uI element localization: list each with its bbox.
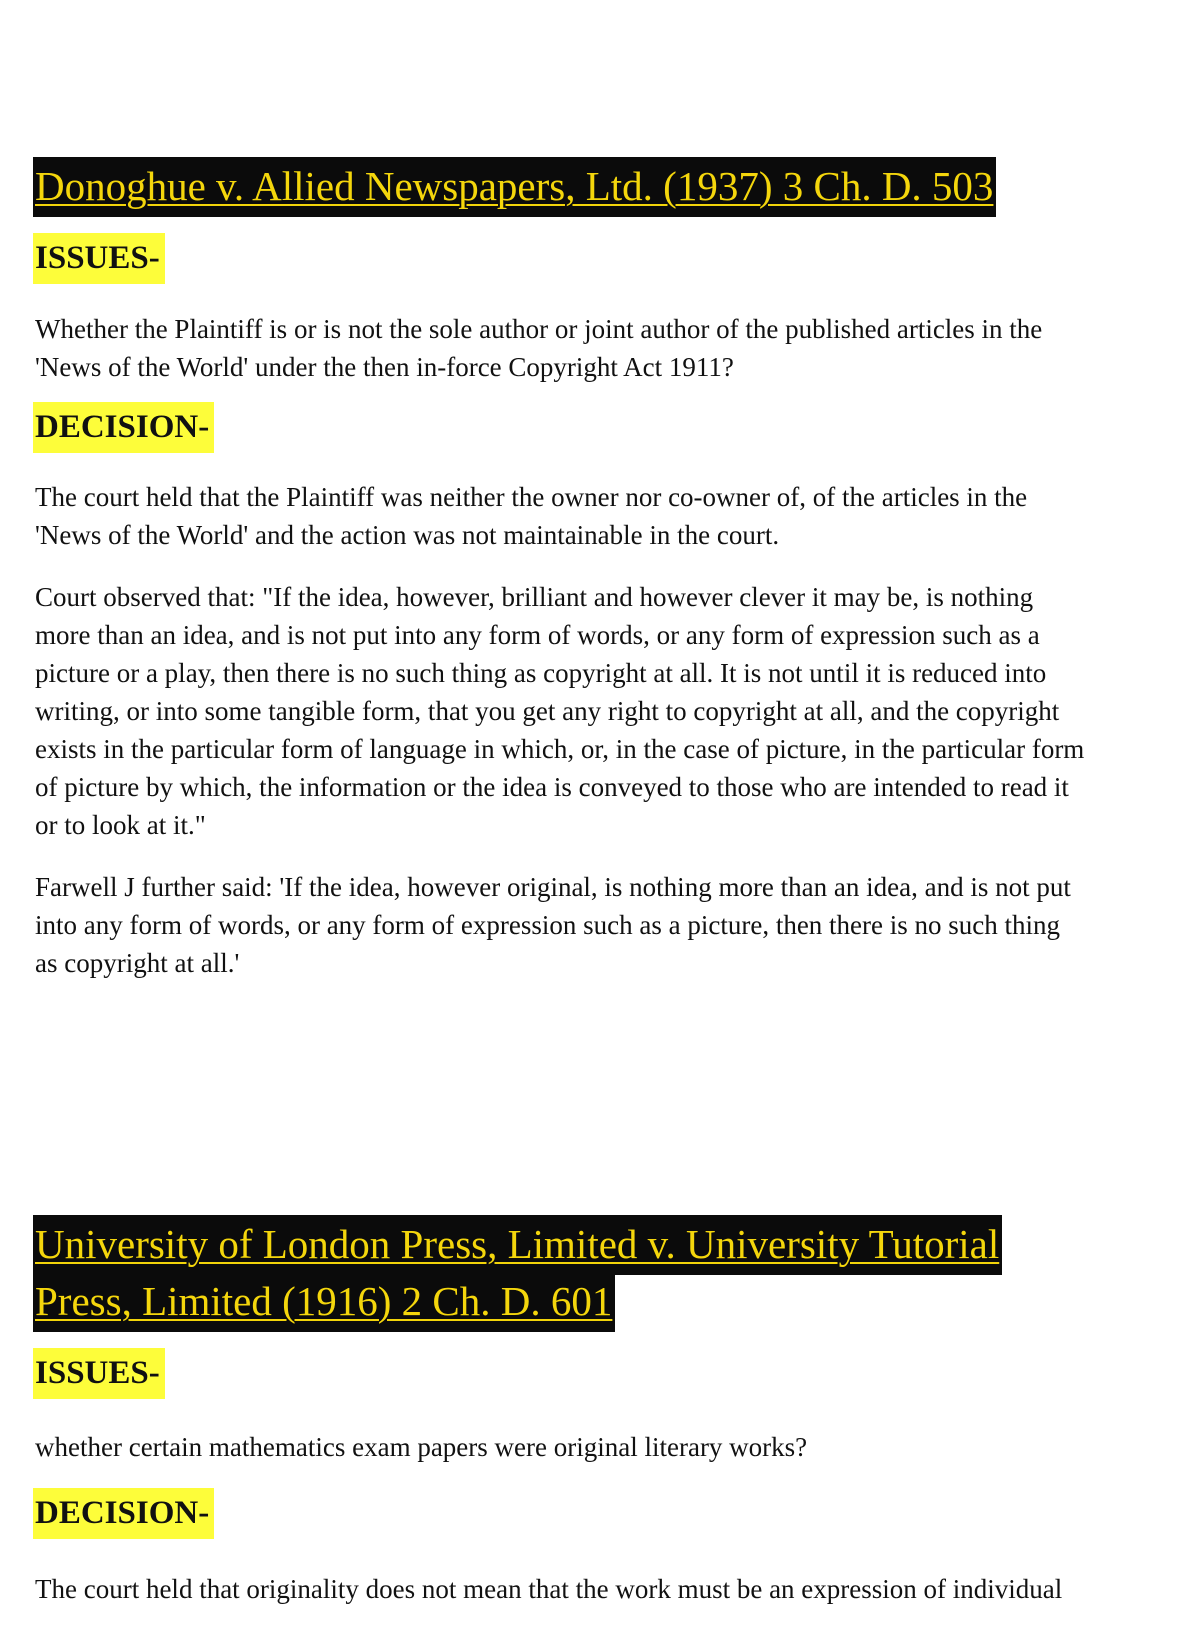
observation-paragraph — [35, 578, 1200, 844]
decision-paragraph — [35, 478, 1200, 554]
case-title-donoghue — [33, 163, 996, 209]
issues-label-highlight: ISSUES- — [33, 233, 165, 284]
issues-paragraph — [35, 1428, 1200, 1466]
issues-label — [33, 242, 165, 275]
text-line: picture or a play, then there is no such thing as copyright at all. It is not until it is reduced into — [35, 658, 1047, 688]
decision-label — [33, 1497, 214, 1530]
text-line: into any form of words, or any form of expression such as a picture, then there is no such thing — [35, 910, 1061, 940]
decision-label-highlight: DECISION- — [33, 1488, 214, 1539]
text-line: exists in the particular form of language in which, or, in the case of picture, in the particular form — [35, 734, 1085, 764]
case-title-university-of-london — [33, 1216, 1002, 1330]
text-line: or to look at it." — [35, 810, 206, 840]
text-line: The court held that the Plaintiff was neither the owner nor co-owner of, of the articles in the — [35, 482, 1028, 512]
issues-label-highlight: ISSUES- — [33, 1348, 165, 1399]
text-line: as copyright at all.' — [35, 948, 240, 978]
case-title-highlight: Press, Limited (1916) 2 Ch. D. 601 — [33, 1272, 615, 1332]
decision-label — [33, 411, 214, 444]
text-line: 'News of the World' and the action was not maintainable in the court. — [35, 520, 780, 550]
text-line: more than an idea, and is not put into any form of words, or any form of expression such as a — [35, 620, 1040, 650]
text-line: Farwell J further said: 'If the idea, however original, is nothing more than an idea, and is not put — [35, 872, 1071, 902]
issues-paragraph — [35, 310, 1200, 386]
text-line: Whether the Plaintiff is or is not the sole author or joint author of the published articles in the — [35, 314, 1043, 344]
text-line: of picture by which, the information or the idea is conveyed to those who are intended to read it — [35, 772, 1069, 802]
text-line: whether certain mathematics exam papers were original literary works? — [35, 1432, 808, 1462]
case-title-highlight: University of London Press, Limited v. University Tutorial — [33, 1215, 1002, 1275]
text-line: The court held that originality does not mean that the work must be an expression of individual — [35, 1574, 1063, 1604]
text-line: writing, or into some tangible form, that you get any right to copyright at all, and the copyright — [35, 696, 1060, 726]
case-title-highlight: Donoghue v. Allied Newspapers, Ltd. (1937) 3 Ch. D. 503 — [33, 157, 996, 217]
text-line: 'News of the World' under the then in-force Copyright Act 1911? — [35, 352, 734, 382]
text-line: Court observed that: "If the idea, however, brilliant and however clever it may be, is nothing — [35, 582, 1034, 612]
issues-label — [33, 1357, 165, 1390]
farwell-paragraph — [35, 868, 1200, 982]
decision-paragraph — [35, 1570, 1200, 1608]
decision-label-highlight: DECISION- — [33, 402, 214, 453]
